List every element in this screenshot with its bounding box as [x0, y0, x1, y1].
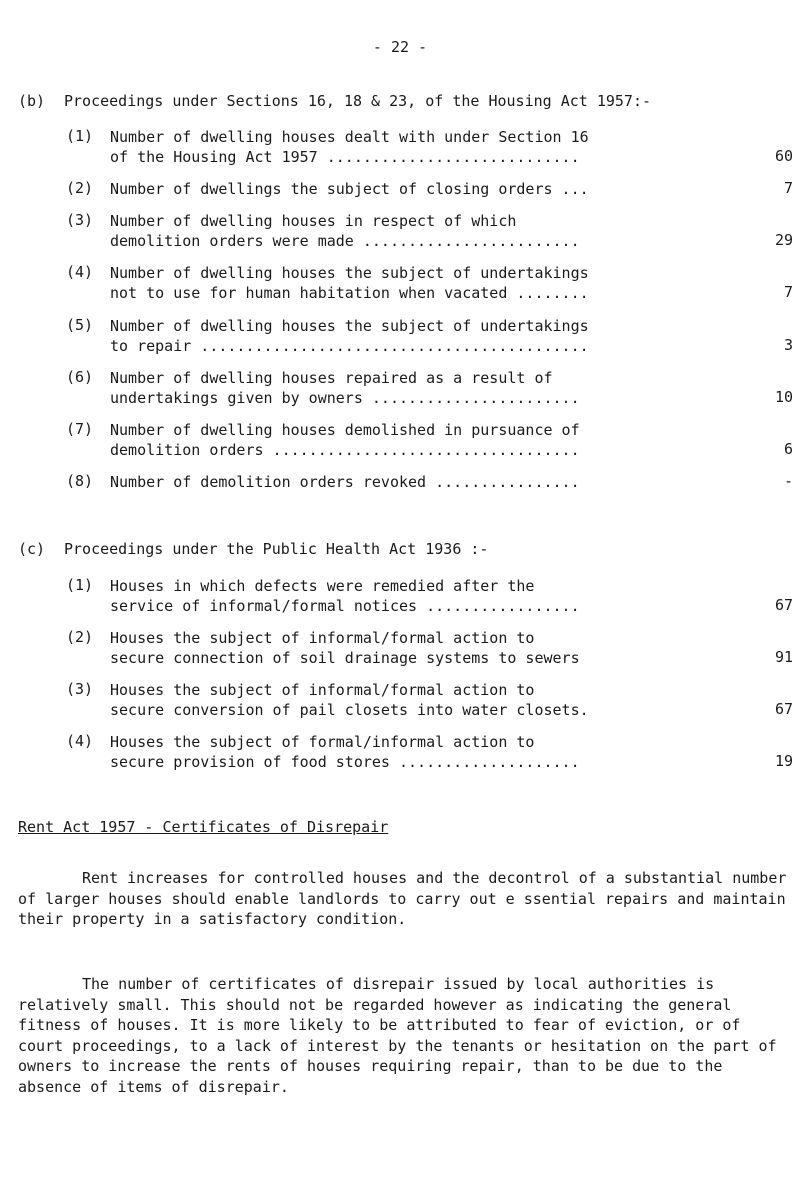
item-description — [110, 211, 690, 251]
item-number: (3) — [66, 211, 94, 229]
item-description — [110, 316, 690, 356]
item-description-line: secure connection of soil drainage systems to sewers — [110, 649, 580, 667]
item-description-line: Number of dwelling houses demolished in pursuance of — [110, 421, 580, 439]
item-description-line: Number of dwellings the subject of closing orders ... — [110, 180, 589, 198]
page-number: - 22 - — [372, 38, 428, 56]
item-value: 67 — [774, 700, 793, 718]
item-number: (5) — [66, 316, 94, 334]
item-description-line: to repair ........................................... — [110, 337, 589, 355]
item-description-line: Number of dwelling houses the subject of undertakings — [110, 317, 589, 335]
item-description-line: undertakings given by owners ....................... — [110, 389, 580, 407]
rent-act-paragraph-2: The number of certificates of disrepair issued by local authorities is relatively small. This should not be regarded however as indicating the general fitness of houses. It is more likely to be attributed to fear of eviction, or of court proceedings, to a lack of interest by the tenants or hesitation on the part of owners to increase the rents of houses requiring repair, than to be due to the absence of items of disrepair. — [18, 975, 777, 1096]
item-description — [110, 628, 690, 668]
item-value: 7 — [783, 283, 793, 301]
item-description-line: demolition orders were made ........................ — [110, 232, 580, 250]
item-description-line: Number of dwelling houses the subject of undertakings — [110, 264, 589, 282]
item-number: (7) — [66, 420, 94, 438]
item-description-line: Houses the subject of informal/formal action to — [110, 681, 535, 699]
section-b-letter: (b) — [18, 92, 46, 110]
item-description-line: Number of dwelling houses in respect of which — [110, 212, 517, 230]
item-description-line: not to use for human habitation when vacated ........ — [110, 284, 589, 302]
item-value: 29 — [774, 231, 793, 249]
item-value: 19 — [774, 752, 793, 770]
item-description — [110, 179, 690, 199]
item-description-line: secure conversion of pail closets into water closets. — [110, 701, 589, 719]
rent-act-paragraph-1: Rent increases for controlled houses and the decontrol of a substantial number of larger houses should enable landlords to carry out e ssential repairs and maintain their property in a satisfactory condition. — [18, 869, 787, 928]
item-description-line: Number of dwelling houses repaired as a result of — [110, 369, 553, 387]
item-description — [110, 127, 690, 167]
item-description-line: demolition orders .................................. — [110, 441, 580, 459]
item-description-line: Number of dwelling houses dealt with under Section 16 — [110, 128, 589, 146]
item-value: 10 — [774, 388, 793, 406]
rent-act-heading: Rent Act 1957 - Certificates of Disrepair — [18, 818, 389, 836]
item-description — [110, 368, 690, 408]
item-number: (1) — [66, 127, 94, 145]
item-description-line: secure provision of food stores .................... — [110, 753, 580, 771]
section-b-heading — [18, 92, 798, 110]
item-number: (1) — [66, 576, 94, 594]
item-number: (6) — [66, 368, 94, 386]
item-number: (4) — [66, 263, 94, 281]
item-description — [110, 263, 690, 303]
item-description — [110, 472, 690, 492]
item-description-line: of the Housing Act 1957 ............................ — [110, 148, 580, 166]
section-c-heading — [18, 540, 798, 558]
item-description — [110, 680, 690, 720]
item-description-line: Houses the subject of formal/informal action to — [110, 733, 535, 751]
item-number: (2) — [66, 628, 94, 646]
item-description-line: Number of demolition orders revoked ................ — [110, 473, 580, 491]
item-description-line: Houses the subject of informal/formal action to — [110, 629, 535, 647]
item-value: - — [783, 472, 793, 490]
item-description — [110, 420, 690, 460]
item-description — [110, 576, 690, 616]
item-value: 67 — [774, 596, 793, 614]
item-number: (8) — [66, 472, 94, 490]
item-number: (4) — [66, 732, 94, 750]
item-number: (3) — [66, 680, 94, 698]
item-value: 7 — [783, 179, 793, 197]
item-description — [110, 732, 690, 772]
item-value: 60 — [774, 147, 793, 165]
item-value: 91 — [774, 648, 793, 666]
item-description-line: service of informal/formal notices ................. — [110, 597, 580, 615]
section-c-letter: (c) — [18, 540, 46, 558]
item-value: 6 — [783, 440, 793, 458]
item-number: (2) — [66, 179, 94, 197]
item-description-line: Houses in which defects were remedied after the — [110, 577, 535, 595]
section-b-title: Proceedings under Sections 16, 18 & 23, of the Housing Act 1957:- — [64, 92, 651, 110]
section-c-title: Proceedings under the Public Health Act 1936 :- — [64, 540, 489, 558]
item-value: 3 — [783, 336, 793, 354]
